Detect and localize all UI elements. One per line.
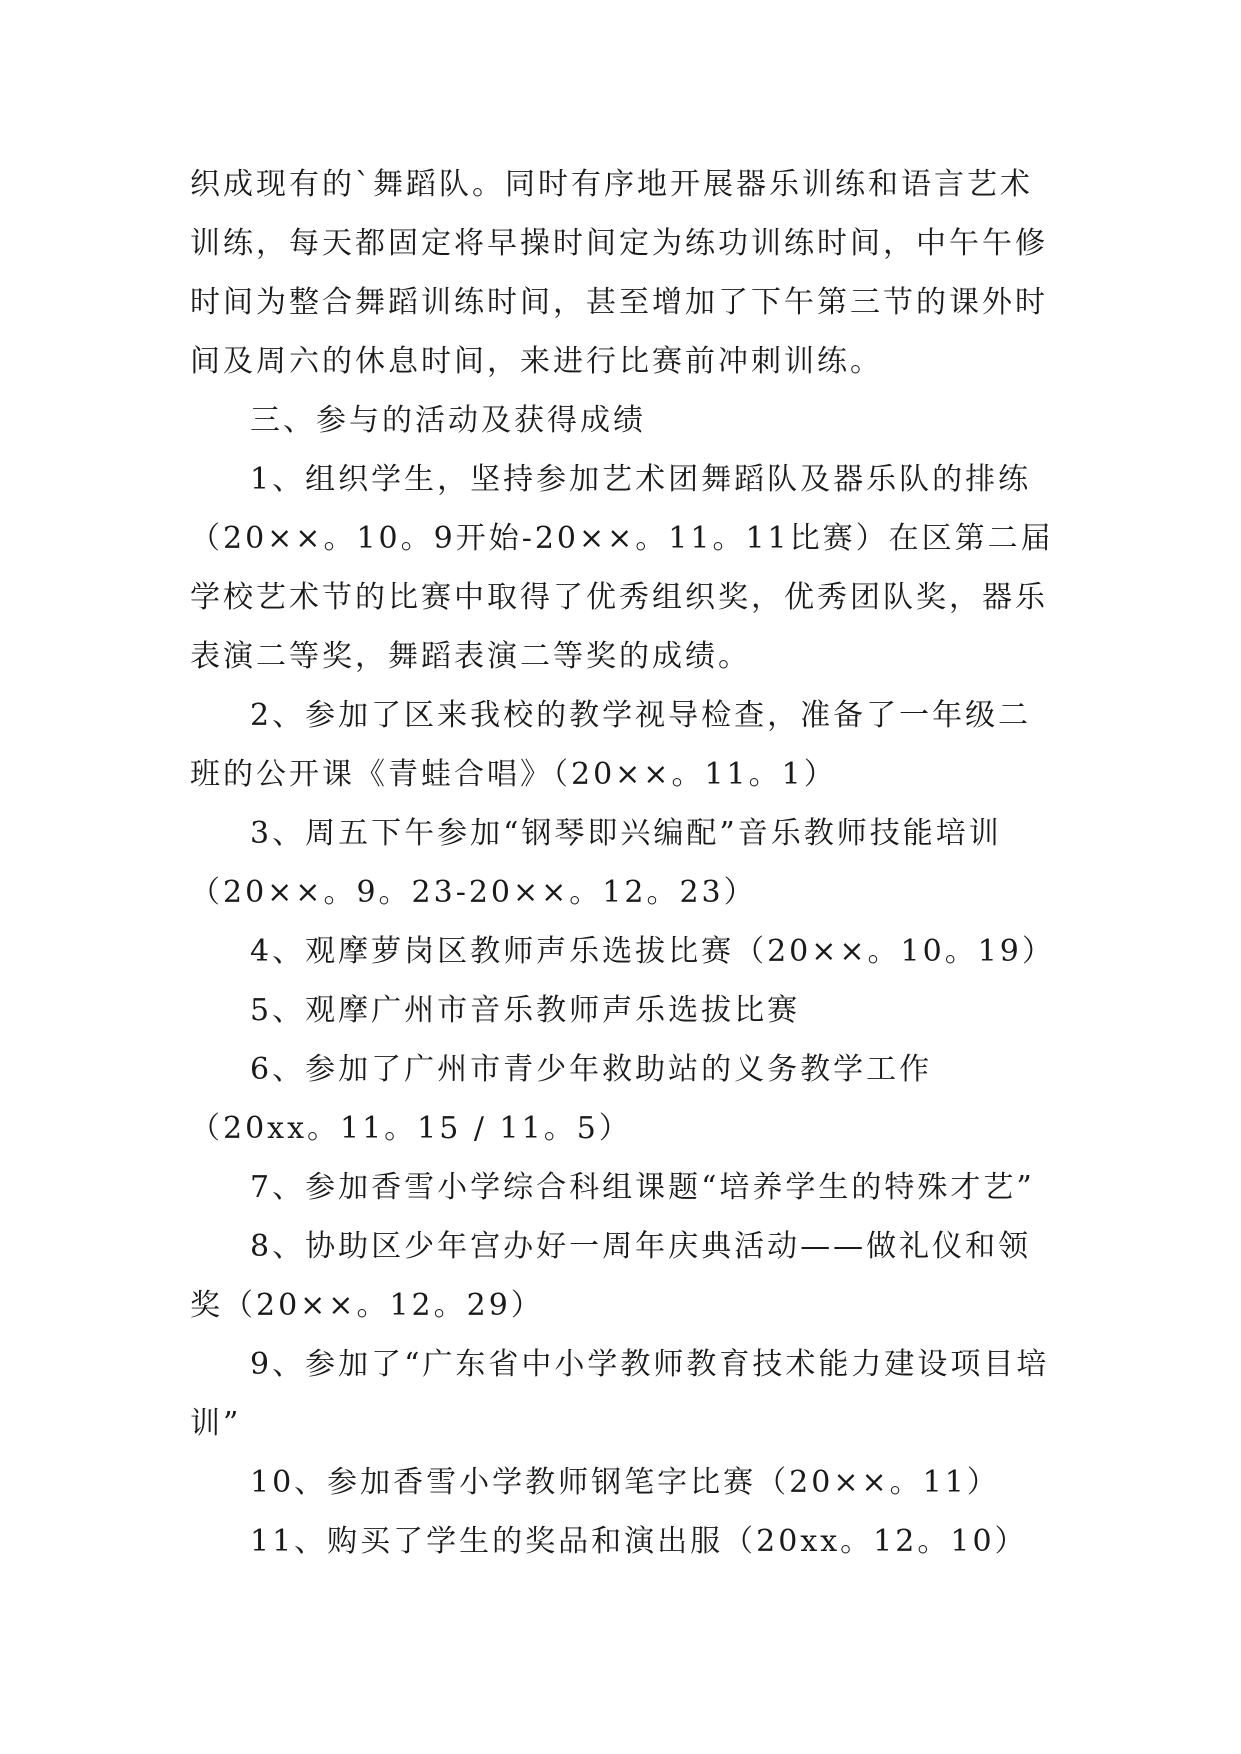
list-item-6: 6、参加了广州市青少年救助站的义务教学工作（20xx。11。15 / 11。5） [190,1052,933,1146]
paragraph-training-continued: 织成现有的`舞蹈队。同时有序地开展器乐训练和语言艺术训练，每天都固定将早操时间定为练功训练时间，中午午修时间为整合舞蹈训练时间，甚至增加了下午第三节的课外时间及周六的休息时间，来进行比赛前冲刺训练。 [190,167,1048,379]
list-item-1: 1、组织学生，坚持参加艺术团舞蹈队及器乐队的排练（20××。10。9开始-20××。11。11比赛）在区第二届学校艺术节的比赛中取得了优秀组织奖，优秀团队奖，器乐表演二等奖，舞蹈表演二等奖的成绩。 [190,462,1054,674]
document-body [190,155,1060,1571]
list-item-11: 11、购买了学生的奖品和演出服（20xx。12。10） [250,1524,1028,1559]
list-item-2: 2、参加了区来我校的教学视导检查，准备了一年级二班的公开课《青蛙合唱》（20××。11。1） [190,698,1032,792]
list-item-10: 10、参加香雪小学教师钢笔字比赛（20××。11） [250,1465,1000,1500]
list-item-4: 4、观摩萝岗区教师声乐选拔比赛（20××。10。19） [250,934,1055,969]
list-item-3: 3、周五下午参加“钢琴即兴编配”音乐教师技能培训（20××。9。23-20××。12。23） [190,816,1002,910]
list-item-7: 7、参加香雪小学综合科组课题“培养学生的特殊才艺” [250,1170,1035,1205]
list-item-8: 8、协助区少年宫办好一周年庆典活动——做礼仪和领奖（20××。12。29） [190,1229,1032,1323]
list-item-5: 5、观摩广州市音乐教师声乐选拔比赛 [250,993,801,1028]
section-heading-activities: 三、参与的活动及获得成绩 [250,403,646,438]
list-item-9: 9、参加了“广东省中小学教师教育技术能力建设项目培训” [190,1347,1050,1441]
